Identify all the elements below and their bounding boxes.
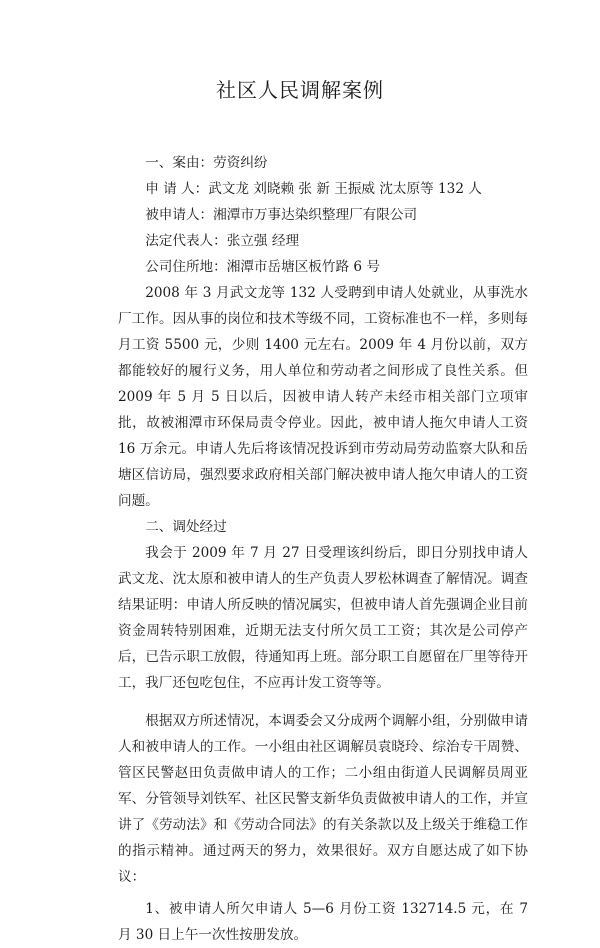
section-heading-process: 二、调处经过 — [145, 519, 227, 535]
spacer — [118, 696, 528, 708]
company-address-line: 公司住所地：湘潭市岳塘区板竹路 6 号 — [145, 259, 380, 275]
page-title: 社区人民调解案例 — [216, 78, 384, 102]
legal-representative-line: 法定代表人：张立强 经理 — [145, 233, 300, 249]
process-paragraph-2: 根据双方所述情况，本调委会又分成两个调解小组，分别做申请人和被申请人的工作。一小组由社区调解员袁晓玲、综治专干周赞、管区民警赵田负责做申请人的工作；二小组由街道人民调解员周亚军、分管领导刘铁军、社区民警支新华负责做被申请人的工作，并宣讲了《劳动法》和《劳动合同法》的有关条款以及上级关于维稳工作的指示精神。通过两天的努力，效果很好。双方自愿达成了如下协议： — [118, 713, 528, 885]
process-paragraph-1: 我会于 2009 年 7 月 27 日受理该纠纷后，即日分别找申请人武文龙、沈太原和被申请人的生产负责人罗松林调查了解情况。调查结果证明：申请人所反映的情况属实，但被申请人首先强调企业目前资金周转特别困难，近期无法支付所欠员工工资；其次是公司停产后，已告示职工放假，待通知再上班。部分职工自愿留在厂里等待开工，我厂还包吃包住，不应再计发工资等等。 — [118, 545, 528, 691]
applicant-line: 申 请 人：武文龙 刘晓赖 张 新 王振威 沈太原等 132 人 — [145, 181, 482, 197]
agreement-item-1: 1、被申请人所欠申请人 5—6 月份工资 132714.5 元，在 7 月 30 日上午一次性按册发放。 — [118, 901, 528, 943]
document-body — [118, 150, 528, 948]
section-heading-case: 一、案由：劳资纠纷 — [145, 155, 268, 171]
respondent-line: 被申请人：湘潭市万事达染织整理厂有限公司 — [145, 207, 418, 223]
case-background-paragraph: 2008 年 3 月武文龙等 132 人受聘到申请人处就业，从事洗水厂工作。因从事的岗位和技术等级不同，工资标准也不一样，多则每月工资 5500 元，少则 1400 元左右。2009 年 4 月份以前，双方都能较好的履行义务，用人单位和劳动者之间形成了良性关系。但 2009 年 5 月 5 日以后，因被申请人转产未经市相关部门立项审批，故被湘潭市环保局责令停业。因此，被申请人拖欠申请人工资 16 万余元。申请人先后将该情况投诉到市劳动局劳动监察大队和岳塘区信访局，强烈要求政府相关部门解决被申请人拖欠申请人的工资问题。 — [118, 285, 528, 509]
